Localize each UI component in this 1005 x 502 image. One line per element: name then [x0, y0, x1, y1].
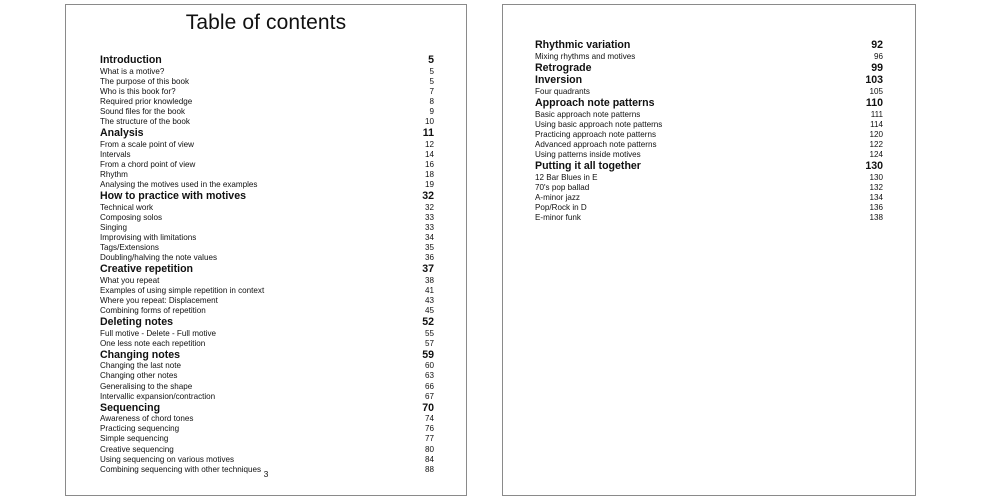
toc-entry-label: Inversion [535, 74, 583, 87]
toc-entry-label: From a chord point of view [100, 159, 196, 169]
right-page [502, 4, 916, 496]
toc-entry-label: Rhythm [100, 169, 128, 179]
toc-entry-page: 57 [424, 338, 434, 348]
toc-entry-label: 12 Bar Blues in E [535, 172, 598, 182]
toc-section-entry [100, 223, 434, 233]
toc-entry-label: What you repeat [100, 275, 160, 285]
toc-section-entry [100, 455, 434, 465]
toc-entry-page: 60 [424, 361, 434, 371]
toc-section-entry [100, 140, 434, 150]
toc-entry-label: Mixing rhythms and motives [535, 51, 636, 61]
toc-chapter-entry [535, 97, 883, 110]
toc-section-entry [100, 180, 434, 190]
toc-entry-label: Using sequencing on various motives [100, 454, 235, 464]
toc-entry-label: The purpose of this book [100, 76, 190, 86]
toc-entry-page: 5 [428, 54, 434, 66]
toc-entry-label: Composing solos [100, 212, 163, 222]
toc-entry-label: One less note each repetition [100, 338, 206, 348]
toc-entry-page: 32 [424, 202, 434, 212]
toc-entry-label: Where you repeat: Displacement [100, 295, 218, 305]
toc-section-entry [100, 233, 434, 243]
toc-entry-label: Doubling/halving the note values [100, 253, 217, 263]
toc-entry-page: 59 [422, 348, 434, 361]
page-number: 3 [263, 469, 269, 479]
toc-section-entry [100, 243, 434, 253]
toc-chapter-entry [535, 39, 883, 52]
toc-section-entry [100, 97, 434, 107]
toc-list-right [535, 39, 883, 223]
toc-entry-label: Using basic approach note patterns [535, 119, 663, 129]
toc-entry-page: 105 [869, 86, 883, 96]
toc-entry-page: 52 [422, 316, 434, 329]
toc-chapter-entry [100, 127, 434, 140]
toc-entry-page: 11 [422, 127, 434, 140]
toc-entry-label: Approach note patterns [535, 96, 655, 109]
toc-entry-label: 70's pop ballad [535, 182, 590, 192]
toc-entry-page: 80 [424, 444, 434, 454]
toc-section-entry [100, 276, 434, 286]
toc-entry-page: 67 [424, 391, 434, 401]
toc-entry-page: 33 [424, 212, 434, 222]
toc-entry-page: 7 [429, 86, 434, 96]
toc-entry-label: Sequencing [100, 401, 161, 414]
toc-entry-page: 114 [870, 119, 883, 129]
toc-chapter-entry [100, 54, 434, 67]
toc-entry-page: 55 [424, 328, 434, 338]
toc-entry-label: A-minor jazz [535, 192, 580, 202]
toc-section-entry [535, 203, 883, 213]
toc-entry-label: The structure of the book [100, 116, 190, 126]
toc-list-left [100, 54, 434, 475]
toc-entry-label: Pop/Rock in D [535, 202, 587, 212]
toc-section-entry [100, 424, 434, 434]
toc-entry-label: Creative sequencing [100, 444, 174, 454]
toc-entry-label: Putting it all together [535, 159, 641, 172]
toc-section-entry [100, 306, 434, 316]
toc-entry-page: 122 [869, 139, 883, 149]
toc-section-entry [100, 329, 434, 339]
toc-chapter-entry [535, 160, 883, 173]
toc-entry-page: 134 [869, 192, 883, 202]
toc-section-entry [535, 183, 883, 193]
toc-entry-page: 66 [424, 381, 434, 391]
toc-entry-page: 110 [865, 96, 883, 109]
toc-section-entry [100, 414, 434, 424]
toc-entry-page: 124 [869, 149, 883, 159]
toc-section-entry [100, 434, 434, 444]
toc-entry-page: 77 [424, 434, 434, 444]
toc-entry-label: Rhythmic variation [535, 39, 631, 51]
left-page [65, 4, 467, 496]
toc-section-entry [100, 382, 434, 392]
toc-entry-page: 41 [424, 285, 434, 295]
toc-section-entry [100, 286, 434, 296]
toc-entry-page: 130 [865, 159, 883, 172]
toc-section-entry [535, 87, 883, 97]
toc-entry-page: 136 [869, 202, 883, 212]
toc-entry-page: 12 [424, 139, 434, 149]
toc-entry-label: Singing [100, 222, 128, 232]
toc-entry-page: 103 [865, 74, 883, 87]
toc-entry-label: Combining sequencing with other techniques [100, 464, 262, 474]
toc-entry-label: Required prior knowledge [100, 96, 193, 106]
toc-entry-page: 34 [424, 232, 434, 242]
toc-entry-label: What is a motive? [100, 66, 165, 76]
toc-section-entry [100, 253, 434, 263]
toc-section-entry [535, 52, 883, 62]
toc-section-entry [100, 203, 434, 213]
toc-entry-page: 36 [424, 253, 434, 263]
toc-entry-label: Practicing approach note patterns [535, 129, 657, 139]
toc-entry-page: 130 [869, 172, 883, 182]
toc-entry-label: Creative repetition [100, 263, 194, 276]
toc-chapter-entry [100, 190, 434, 203]
toc-entry-page: 9 [429, 106, 434, 116]
toc-section-entry [535, 140, 883, 150]
toc-entry-label: Using patterns inside motives [535, 149, 641, 159]
toc-section-entry [100, 77, 434, 87]
toc-entry-label: Examples of using simple repetition in context [100, 285, 265, 295]
toc-entry-page: 43 [424, 295, 434, 305]
toc-section-entry [100, 392, 434, 402]
toc-entry-page: 120 [869, 129, 883, 139]
toc-section-entry [535, 150, 883, 160]
toc-entry-label: Simple sequencing [100, 434, 169, 444]
toc-entry-label: Who is this book for? [100, 86, 176, 96]
toc-entry-label: Analysing the motives used in the examples [100, 179, 258, 189]
toc-entry-page: 88 [424, 464, 434, 474]
toc-entry-label: Deleting notes [100, 316, 173, 329]
toc-section-entry [100, 67, 434, 77]
toc-section-entry [535, 130, 883, 140]
toc-entry-label: How to practice with motives [100, 190, 246, 203]
page-title: Table of contents [185, 11, 347, 34]
toc-section-entry [100, 296, 434, 306]
toc-entry-page: 76 [424, 424, 434, 434]
toc-entry-page: 138 [869, 212, 883, 222]
toc-section-entry [535, 213, 883, 223]
toc-entry-label: Intervals [100, 149, 131, 159]
toc-section-entry [535, 173, 883, 183]
toc-entry-label: Intervallic expansion/contraction [100, 391, 216, 401]
toc-section-entry [100, 150, 434, 160]
toc-entry-label: Changing other notes [100, 371, 178, 381]
toc-entry-page: 18 [424, 169, 434, 179]
toc-entry-page: 63 [424, 371, 434, 381]
toc-entry-label: Four quadrants [535, 86, 590, 96]
toc-entry-label: Practicing sequencing [100, 424, 180, 434]
toc-section-entry [100, 107, 434, 117]
toc-entry-label: Analysis [100, 127, 144, 140]
toc-entry-page: 37 [422, 263, 434, 276]
toc-chapter-entry [100, 349, 434, 362]
toc-entry-page: 8 [429, 96, 434, 106]
toc-section-entry [100, 361, 434, 371]
toc-chapter-entry [535, 74, 883, 87]
toc-entry-label: Improvising with limitations [100, 232, 197, 242]
toc-entry-page: 14 [424, 149, 434, 159]
toc-entry-label: Basic approach note patterns [535, 109, 641, 119]
toc-section-entry [100, 371, 434, 381]
toc-entry-label: Changing notes [100, 348, 181, 361]
toc-entry-page: 33 [424, 222, 434, 232]
toc-section-entry [535, 193, 883, 203]
toc-section-entry [535, 120, 883, 130]
toc-entry-page: 96 [873, 51, 883, 61]
toc-entry-label: Awareness of chord tones [100, 414, 194, 424]
toc-entry-label: Generalising to the shape [100, 381, 193, 391]
toc-section-entry [100, 213, 434, 223]
toc-entry-label: Sound files for the book [100, 106, 186, 116]
toc-section-entry [100, 87, 434, 97]
toc-entry-page: 5 [429, 76, 434, 86]
toc-entry-label: Advanced approach note patterns [535, 139, 657, 149]
toc-entry-label: Combining forms of repetition [100, 305, 206, 315]
toc-entry-page: 35 [424, 242, 434, 252]
toc-entry-label: Introduction [100, 54, 162, 66]
toc-entry-page: 74 [424, 414, 434, 424]
toc-entry-label: Tags/Extensions [100, 242, 159, 252]
toc-section-entry [100, 339, 434, 349]
toc-section-entry [100, 117, 434, 127]
toc-entry-label: Technical work [100, 202, 154, 212]
toc-entry-page: 19 [424, 179, 434, 189]
toc-entry-page: 132 [869, 182, 883, 192]
toc-entry-page: 84 [424, 454, 434, 464]
toc-entry-page: 70 [422, 401, 434, 414]
toc-entry-label: E-minor funk [535, 212, 581, 222]
toc-entry-page: 16 [424, 159, 434, 169]
toc-entry-label: Changing the last note [100, 361, 181, 371]
toc-section-entry [535, 110, 883, 120]
toc-chapter-entry [535, 62, 883, 75]
toc-section-entry [100, 170, 434, 180]
toc-entry-page: 5 [429, 66, 434, 76]
toc-entry-page: 92 [871, 39, 883, 51]
toc-entry-page: 111 [870, 109, 883, 119]
toc-entry-label: From a scale point of view [100, 139, 195, 149]
toc-entry-label: Retrograde [535, 61, 592, 74]
toc-entry-page: 99 [871, 61, 883, 74]
toc-chapter-entry [100, 263, 434, 276]
toc-chapter-entry [100, 402, 434, 415]
toc-chapter-entry [100, 316, 434, 329]
toc-entry-page: 45 [424, 305, 434, 315]
toc-entry-page: 32 [422, 190, 434, 203]
toc-section-entry [100, 445, 434, 455]
toc-entry-page: 10 [424, 116, 434, 126]
toc-section-entry [100, 160, 434, 170]
toc-entry-page: 38 [424, 275, 434, 285]
toc-entry-label: Full motive - Delete - Full motive [100, 328, 217, 338]
